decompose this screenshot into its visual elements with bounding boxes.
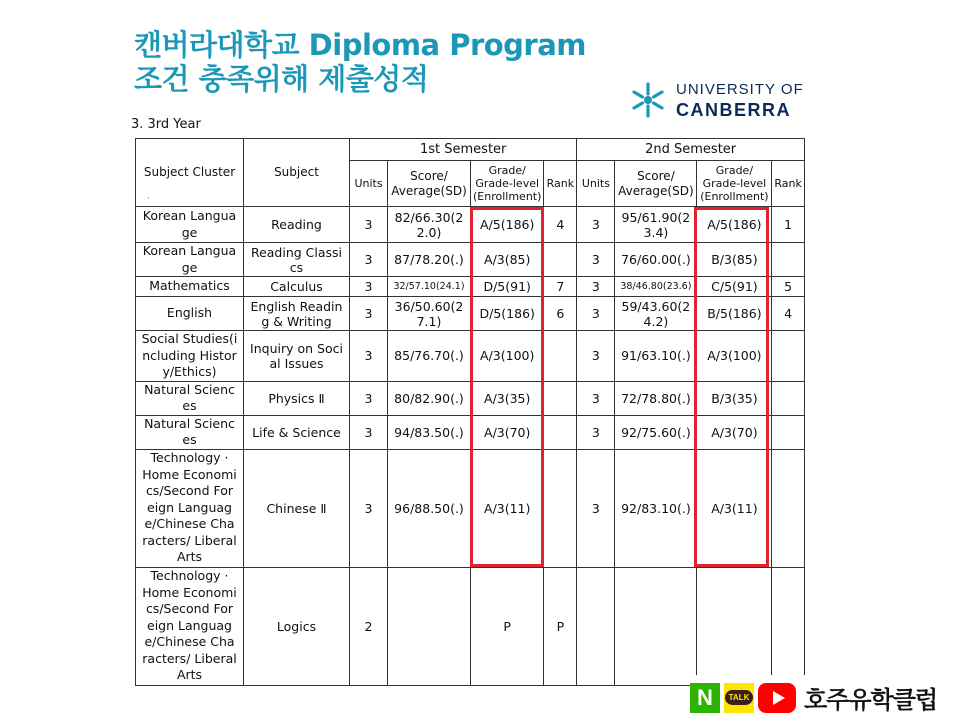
cell-cluster: Natural Scienc es: [136, 415, 244, 449]
cell-s2-units: 3: [577, 243, 615, 277]
footer-brand: [690, 675, 960, 720]
cell-subject: Reading: [244, 207, 350, 243]
naver-letter: N: [697, 684, 713, 710]
youtube-icon[interactable]: [758, 683, 796, 713]
cell-s1-grade: D/5(186): [471, 297, 544, 331]
cell-s2-units: 3: [577, 449, 615, 567]
cell-s2-score: 59/43.60(2 4.2): [615, 297, 697, 331]
cell-s1-rank: 6: [544, 297, 577, 331]
cell-s2-score: 76/60.00(.): [615, 243, 697, 277]
cell-cluster: English: [136, 297, 244, 331]
cell-s2-rank: [772, 449, 804, 567]
cell-s1-grade: P: [471, 567, 544, 685]
header-s2-score: Score/ Average(SD): [615, 161, 697, 207]
header-s1-score: Score/ Average(SD): [388, 161, 471, 207]
cell-s2-rank: 1: [772, 207, 804, 243]
cell-s2-grade: A/3(70): [697, 415, 772, 449]
cell-s1-units: 3: [350, 449, 388, 567]
cell-cluster: Korean Langua ge: [136, 207, 244, 243]
cell-cluster: Social Studies(i ncluding Histor y/Ethics): [136, 331, 244, 382]
cell-s2-rank: [772, 415, 804, 449]
cell-s2-grade: [697, 567, 772, 685]
cell-s1-grade: A/3(70): [471, 415, 544, 449]
cell-cluster: Technology · Home Economi cs/Second For eign Languag e/Chinese Cha racters/ Liberal Arts: [136, 567, 244, 685]
header-s1-grade: Grade/ Grade-level (Enrollment): [471, 161, 544, 207]
cell-s2-rank: 4: [772, 297, 804, 331]
cell-s1-score: 94/83.50(.): [388, 415, 471, 449]
cell-s1-score: 85/76.70(.): [388, 331, 471, 382]
cell-s2-score: 92/83.10(.): [615, 449, 697, 567]
section-title: 3. 3rd Year: [131, 117, 201, 132]
cell-cluster: Mathematics: [136, 277, 244, 297]
cell-s1-units: 3: [350, 415, 388, 449]
cell-s1-score: 32/57.10(24.1): [388, 277, 471, 297]
slide-title: [134, 28, 586, 96]
cell-s2-rank: 5: [772, 277, 804, 297]
cell-s1-score: 96/88.50(.): [388, 449, 471, 567]
header-subject-cluster: Subject Cluster: [136, 139, 244, 207]
cell-s2-score: 95/61.90(2 3.4): [615, 207, 697, 243]
cell-subject: Physics Ⅱ: [244, 381, 350, 415]
table-row: [136, 567, 805, 685]
stray-mark: ·: [147, 194, 150, 204]
cell-s1-grade: A/3(100): [471, 331, 544, 382]
cell-s2-score: 72/78.80(.): [615, 381, 697, 415]
sem1-grade-highlight: [470, 207, 544, 567]
cell-subject: Life & Science: [244, 415, 350, 449]
cell-s2-score: 38/46.80(23.6): [615, 277, 697, 297]
cell-s1-units: 3: [350, 331, 388, 382]
university-logo: [630, 80, 804, 120]
header-s1-units: Units: [350, 161, 388, 207]
cell-subject: English Readin g & Writing: [244, 297, 350, 331]
header-s2-grade: Grade/ Grade-level (Enrollment): [697, 161, 772, 207]
cell-s1-score: [388, 567, 471, 685]
cell-cluster: Technology · Home Economi cs/Second For eign Languag e/Chinese Cha racters/ Liberal Arts: [136, 449, 244, 567]
cell-s2-grade: C/5(91): [697, 277, 772, 297]
cell-cluster: Natural Scienc es: [136, 381, 244, 415]
cell-s2-units: 3: [577, 381, 615, 415]
cell-s2-units: 3: [577, 331, 615, 382]
cell-s1-units: 3: [350, 297, 388, 331]
cell-s2-units: 3: [577, 277, 615, 297]
cell-s1-rank: [544, 243, 577, 277]
cell-s2-grade: A/3(100): [697, 331, 772, 382]
cell-s2-rank: [772, 567, 804, 685]
cell-s1-grade: A/3(85): [471, 243, 544, 277]
cell-subject: Calculus: [244, 277, 350, 297]
cell-s1-units: 3: [350, 207, 388, 243]
cell-s2-grade: A/5(186): [697, 207, 772, 243]
cell-s1-grade: A/3(35): [471, 381, 544, 415]
cell-s1-grade: A/5(186): [471, 207, 544, 243]
cell-s1-rank: [544, 415, 577, 449]
cell-s2-units: [577, 567, 615, 685]
header-s2-units: Units: [577, 161, 615, 207]
cell-s2-score: 91/63.10(.): [615, 331, 697, 382]
cell-s2-rank: [772, 331, 804, 382]
header-s2-rank: Rank: [772, 161, 804, 207]
cell-s1-rank: [544, 381, 577, 415]
cell-s1-score: 36/50.60(2 7.1): [388, 297, 471, 331]
cell-subject: Inquiry on Soci al Issues: [244, 331, 350, 382]
cell-s1-rank: P: [544, 567, 577, 685]
cell-s1-rank: 4: [544, 207, 577, 243]
cell-s2-units: 3: [577, 207, 615, 243]
cell-s1-score: 87/78.20(.): [388, 243, 471, 277]
cell-s1-rank: [544, 449, 577, 567]
logo-line-2: CANBERRA: [676, 100, 791, 120]
cell-s2-grade: B/3(85): [697, 243, 772, 277]
cell-s1-units: 3: [350, 381, 388, 415]
cell-s2-grade: B/3(35): [697, 381, 772, 415]
kakaotalk-icon[interactable]: [724, 683, 754, 713]
cell-s1-rank: [544, 331, 577, 382]
cell-subject: Reading Classi cs: [244, 243, 350, 277]
cell-s2-units: 3: [577, 415, 615, 449]
brand-name: 호주유학클럽: [804, 686, 938, 714]
title-line-2: 조건 충족위해 제출성적: [134, 62, 429, 96]
university-of-canberra-star-icon: [630, 82, 666, 118]
cell-s1-grade: D/5(91): [471, 277, 544, 297]
cell-s2-grade: A/3(11): [697, 449, 772, 567]
header-2nd-semester: 2nd Semester: [577, 139, 804, 161]
cell-s2-rank: [772, 381, 804, 415]
title-line-1: 캔버라대학교 Diploma Program: [134, 28, 587, 62]
cell-cluster: Korean Langua ge: [136, 243, 244, 277]
cell-s2-grade: B/5(186): [697, 297, 772, 331]
cell-s2-rank: [772, 243, 804, 277]
cell-s1-units: 2: [350, 567, 388, 685]
header-1st-semester: 1st Semester: [350, 139, 577, 161]
cell-s2-score: 92/75.60(.): [615, 415, 697, 449]
cell-s1-grade: A/3(11): [471, 449, 544, 567]
cell-subject: Chinese Ⅱ: [244, 449, 350, 567]
logo-line-1: UNIVERSITY OF: [676, 81, 804, 98]
sem2-grade-highlight: [694, 207, 769, 567]
cell-s2-units: 3: [577, 297, 615, 331]
cell-s1-score: 82/66.30(2 2.0): [388, 207, 471, 243]
talk-label: TALK: [725, 690, 754, 705]
header-s1-rank: Rank: [544, 161, 577, 207]
cell-s1-units: 3: [350, 243, 388, 277]
cell-subject: Logics: [244, 567, 350, 685]
cell-s1-score: 80/82.90(.): [388, 381, 471, 415]
cell-s2-score: [615, 567, 697, 685]
naver-blog-icon[interactable]: [690, 683, 720, 713]
header-subject: Subject: [244, 139, 350, 207]
cell-s1-units: 3: [350, 277, 388, 297]
cell-s1-rank: 7: [544, 277, 577, 297]
